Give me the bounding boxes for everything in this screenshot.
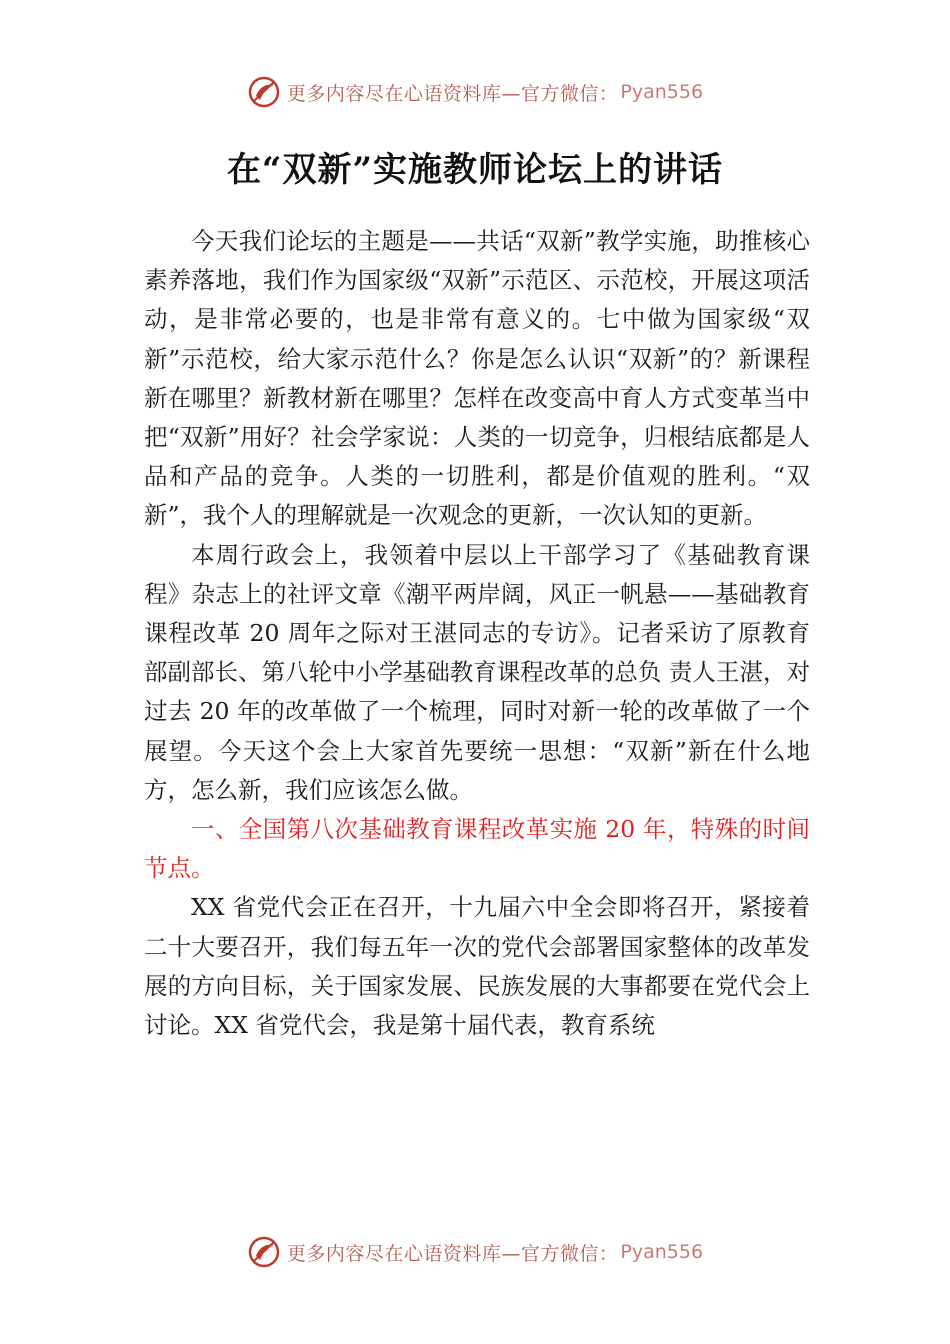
footer-watermark <box>0 1232 950 1272</box>
paragraph: XX 省党代会正在召开，十九届六中全会即将召开，紧接着二十大要召开，我们每五年一次的党代会部署国家整体的改革发展的方向目标，关于国家发展、民族发展的大事都要在党代会上讨论。XX 省党代会，我是第十届代表，教育系统 <box>144 893 810 1040</box>
section-heading: 一、全国第八次基础教育课程改革实施 20 年，特殊的时间节点。 <box>144 815 810 883</box>
watermark-logo-icon <box>247 75 281 109</box>
watermark-text: 更多内容尽在心语资料库—官方微信： <box>286 1242 619 1265</box>
document-body <box>144 222 810 1045</box>
watermark-wechat-id: Pyan556 <box>620 81 704 103</box>
watermark-text: 更多内容尽在心语资料库—官方微信： <box>286 82 619 105</box>
header-watermark <box>0 72 950 112</box>
document-title: 在“双新”实施教师论坛上的讲话 <box>226 150 724 190</box>
paragraph: 本周行政会上，我领着中层以上干部学习了《基础教育课程》杂志上的社评文章《潮平两岸阔，风正一帆悬——基础教育课程改革 20 周年之际对王湛同志的专访》。记者采访了原教育部副部长、第八轮中小学基础教育课程改革的总负 责人王湛，对过去 20 年的改革做了一个梳理，同时对新一轮的改革做了一个展望。今天这个会上大家首先要统一思想：“双新”新在什么地方，怎么新，我们应该怎么做。 <box>144 540 810 804</box>
watermark-wechat-id: Pyan556 <box>620 1241 704 1263</box>
watermark-logo-icon <box>247 1235 281 1269</box>
paragraph: 今天我们论坛的主题是——共话“双新”教学实施，助推核心素养落地，我们作为国家级“双新”示范区、示范校，开展这项活动，是非常必要的，也是非常有意义的。七中做为国家级“双新”示范校，给大家示范什么？你是怎么认识“双新”的？新课程新在哪里？新教材新在哪里？怎样在改变高中育人方式变革当中把“双新”用好？社会学家说：人类的一切竞争，归根结底都是人品和产品的竞争。人类的一切胜利，都是价值观的胜利。“双新”，我个人的理解就是一次观念的更新，一次认知的更新。 <box>144 227 810 530</box>
